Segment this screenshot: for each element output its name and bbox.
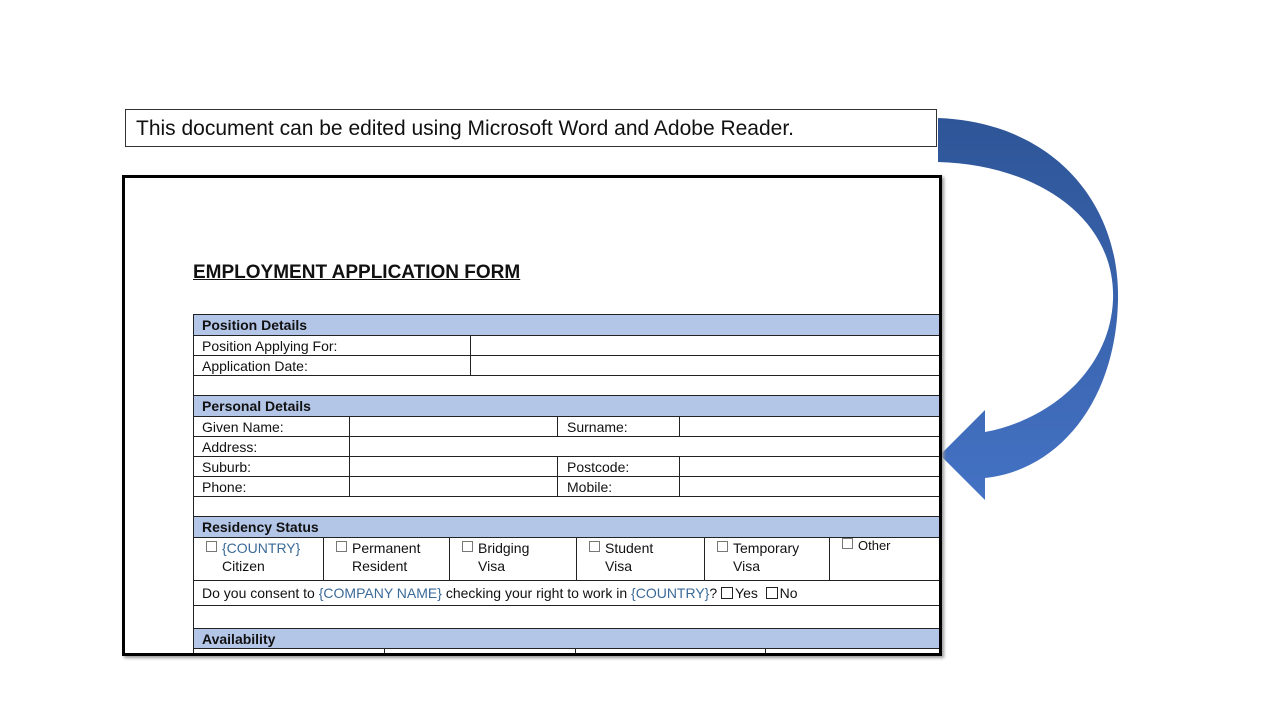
section-residency-status — [193, 516, 942, 537]
postcode-field[interactable] — [679, 457, 680, 476]
blank-row — [193, 605, 942, 628]
consent-text: Do you consent to — [202, 585, 319, 601]
row-availability — [193, 648, 942, 656]
option-line — [717, 540, 799, 556]
consent-question — [202, 585, 798, 601]
option-line — [462, 540, 529, 556]
section-position-details — [193, 314, 942, 335]
mobile-field[interactable] — [679, 477, 680, 496]
option-label: Student — [605, 540, 654, 556]
column-divider — [384, 649, 385, 656]
row-phone — [193, 476, 942, 496]
blank-row — [193, 375, 942, 395]
checkbox-icon[interactable] — [336, 541, 347, 552]
checkbox-icon[interactable] — [462, 541, 473, 552]
field-label: Application Date: — [202, 358, 308, 374]
residency-option[interactable] — [194, 538, 319, 580]
field-label: Address: — [202, 439, 258, 455]
row-application-date — [193, 355, 942, 375]
field-label: Given Name: — [202, 419, 284, 435]
document-preview — [122, 175, 942, 656]
address-field[interactable] — [349, 437, 350, 456]
section-header-label: Residency Status — [202, 519, 319, 535]
row-suburb — [193, 456, 942, 476]
option-line — [336, 540, 420, 556]
field-label: Postcode: — [567, 459, 630, 475]
blank-row — [193, 496, 942, 516]
option-label: Resident — [352, 558, 408, 574]
company-placeholder: {COMPANY NAME} — [318, 585, 442, 601]
given-name-field[interactable] — [349, 417, 350, 436]
row-position-applying — [193, 335, 942, 355]
surname-field[interactable] — [679, 417, 680, 436]
consent-no-checkbox[interactable] — [766, 587, 778, 599]
phone-field[interactable] — [349, 477, 350, 496]
section-personal-details — [193, 395, 942, 416]
option-line — [589, 540, 653, 556]
option-label: Temporary — [733, 540, 800, 556]
consent-no-label: No — [779, 585, 798, 601]
section-header-label: Position Details — [202, 317, 308, 333]
checkbox-icon[interactable] — [717, 541, 728, 552]
option-label: Bridging — [478, 540, 530, 556]
row-address — [193, 436, 942, 456]
country-placeholder: {COUNTRY} — [631, 585, 710, 601]
field-label: Mobile: — [567, 479, 613, 495]
option-label: Citizen — [222, 558, 265, 574]
option-label: Visa — [733, 558, 760, 574]
position-applying-field[interactable] — [470, 336, 471, 355]
column-divider — [557, 477, 558, 496]
suburb-field[interactable] — [349, 457, 350, 476]
option-label: Visa — [605, 558, 632, 574]
application-date-field[interactable] — [470, 356, 471, 375]
option-label: Visa — [478, 558, 505, 574]
field-label: Position Applying For: — [202, 338, 338, 354]
column-divider — [765, 649, 766, 656]
field-label: Phone: — [202, 479, 247, 495]
row-given-name — [193, 416, 942, 436]
checkbox-icon[interactable] — [206, 541, 217, 552]
section-availability — [193, 628, 942, 648]
checkbox-icon[interactable] — [589, 541, 600, 552]
residency-option[interactable] — [704, 538, 830, 580]
checkbox-icon[interactable] — [842, 538, 853, 549]
option-line — [206, 540, 300, 556]
section-header-label: Personal Details — [202, 398, 311, 414]
option-label: {COUNTRY} — [222, 540, 301, 556]
consent-yes-checkbox[interactable] — [721, 587, 733, 599]
consent-yes-label: Yes — [735, 585, 758, 601]
form-title: EMPLOYMENT APPLICATION FORM — [193, 262, 521, 283]
row-consent — [193, 580, 942, 605]
column-divider — [575, 649, 576, 656]
column-divider — [557, 417, 558, 436]
option-label: Other — [858, 538, 891, 553]
option-label: Permanent — [352, 540, 421, 556]
residency-option[interactable] — [829, 538, 942, 580]
residency-option[interactable] — [576, 538, 702, 580]
residency-option[interactable] — [449, 538, 575, 580]
consent-text: ? — [709, 585, 718, 601]
section-header-label: Availability — [202, 631, 276, 647]
caption-box: This document can be edited using Microsoft Word and Adobe Reader. — [125, 109, 937, 147]
residency-option[interactable] — [323, 538, 449, 580]
consent-text: checking your right to work in — [441, 585, 632, 601]
row-residency-options — [193, 537, 942, 580]
option-line — [842, 538, 891, 553]
column-divider — [557, 457, 558, 476]
field-label: Suburb: — [202, 459, 252, 475]
field-label: Surname: — [567, 419, 628, 435]
